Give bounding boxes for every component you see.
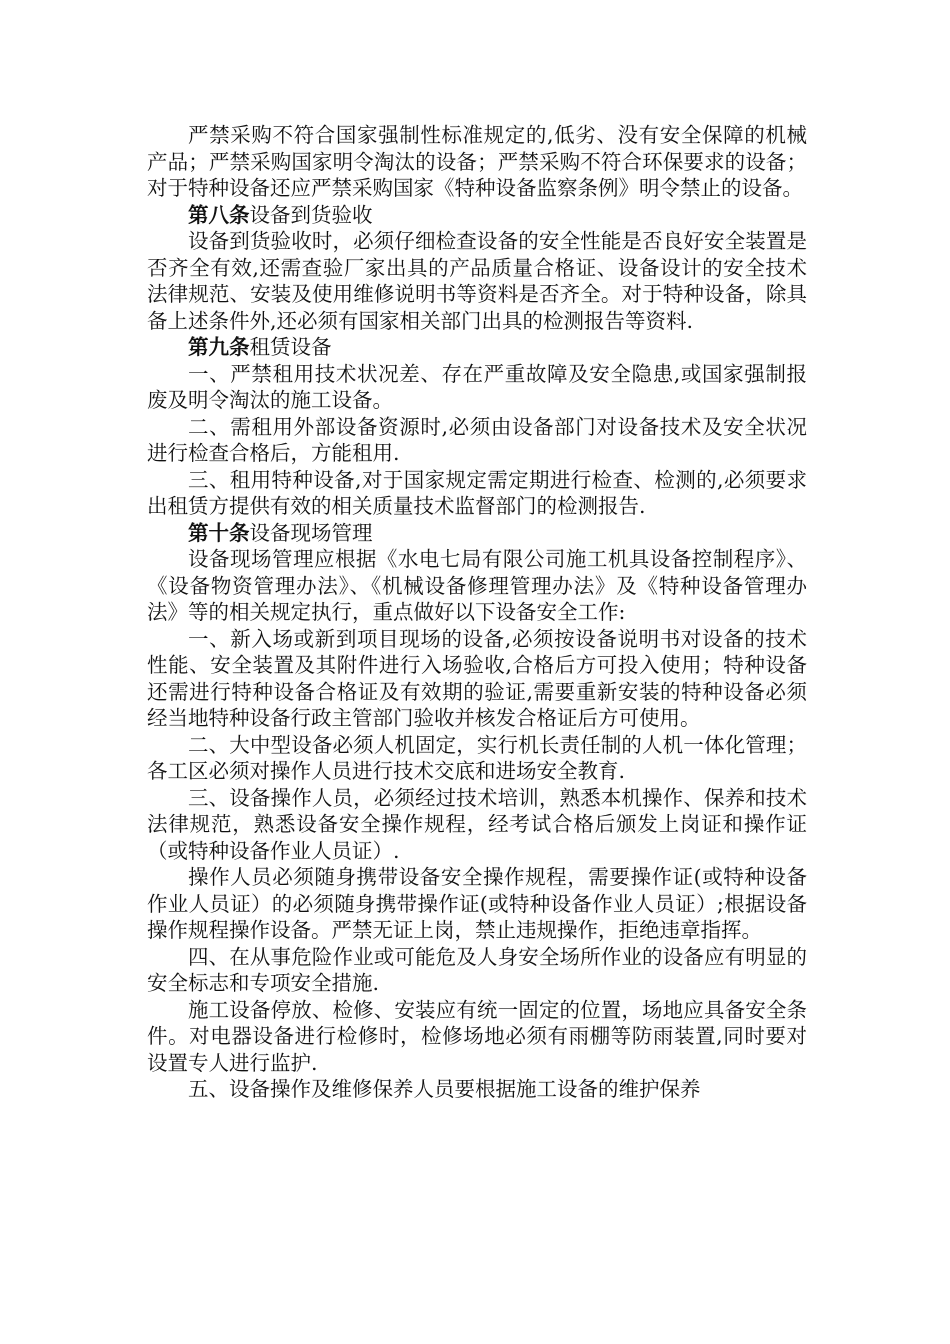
paragraph-lease-2: 二、需租用外部设备资源时,必须由设备部门对设备技术及安全状况进行检查合格后，方能租用. — [147, 414, 807, 465]
paragraph-lease-3: 三、租用特种设备,对于国家规定需定期进行检查、检测的,必须要求出租赁方提供有效的相关质量技术监督部门的检测报告. — [147, 467, 807, 518]
paragraph-site-3: 三、设备操作人员，必须经过技术培训，熟悉本机操作、保养和技术法律规范，熟悉设备安全操作规程，经考试合格后颁发上岗证和操作证（或特种设备作业人员证）. — [147, 785, 807, 863]
article-number: 第八条 — [188, 202, 250, 227]
paragraph-site-1: 一、新入场或新到项目现场的设备,必须按设备说明书对设备的技术性能、安全装置及其附件进行入场验收,合格后方可投入使用；特种设备还需进行特种设备合格证及有效期的验证,需要重新安装的特种设备必须经当地特种设备行政主管部门验收并核发合格证后方可使用。 — [147, 626, 807, 730]
article-title: 租赁设备 — [249, 335, 332, 359]
paragraph-site-3-cont: 操作人员必须随身携带设备安全操作规程，需要操作证(或特种设备作业人员证）的必须随身携带操作证(或特种设备作业人员证）;根据设备操作规程操作设备。严禁无证上岗，禁止违规操作，拒绝违章指挥。 — [147, 865, 807, 942]
article-9-heading — [147, 334, 807, 361]
paragraph-acceptance: 设备到货验收时，必须仔细检查设备的安全性能是否良好安全装置是否齐全有效,还需查验厂家出具的产品质量合格证、设备设计的安全技术法律规范、安装及使用维修说明书等资料是否齐全。对于特种设备，除具备上述条件外,还必须有国家相关部门出具的检测报告等资料. — [147, 229, 807, 333]
article-number: 第九条 — [188, 335, 250, 359]
paragraph-site-4-cont: 施工设备停放、检修、安装应有统一固定的位置，场地应具备安全条件。对电器设备进行检修时，检修场地必须有雨棚等防雨装置,同时要对设置专人进行监护. — [147, 997, 807, 1075]
article-8-heading — [147, 202, 807, 229]
paragraph-lease-1: 一、严禁租用技术状况差、存在严重故障及安全隐患,或国家强制报废及明令淘汰的施工设备。 — [147, 361, 807, 412]
article-number: 第十条 — [188, 520, 250, 545]
article-title: 设备到货验收 — [249, 202, 373, 227]
article-title: 设备现场管理 — [249, 520, 373, 545]
paragraph-site-4: 四、在从事危险作业或可能危及人身安全场所作业的设备应有明显的安全标志和专项安全措施. — [147, 944, 807, 995]
paragraph-site-2: 二、大中型设备必须人机固定，实行机长责任制的人机一体化管理；各工区必须对操作人员进行技术交底和进场安全教育. — [147, 732, 807, 783]
article-10-heading — [147, 520, 807, 547]
paragraph-site-5: 五、设备操作及维修保养人员要根据施工设备的维护保养 — [188, 1077, 701, 1101]
document-page — [147, 122, 807, 1103]
paragraph-site-intro: 设备现场管理应根据《水电七局有限公司施工机具设备控制程序》、《设备物资管理办法》、《机械设备修理管理办法》及《特种设备管理办法》等的相关规定执行，重点做好以下设备安全工作: — [147, 547, 807, 624]
paragraph-procurement-ban: 严禁采购不符合国家强制性标准规定的,低劣、没有安全保障的机械产品；严禁采购国家明令淘汰的设备；严禁采购不符合环保要求的设备；对于特种设备还应严禁采购国家《特种设备监察条例》明令禁止的设备。 — [147, 123, 807, 200]
